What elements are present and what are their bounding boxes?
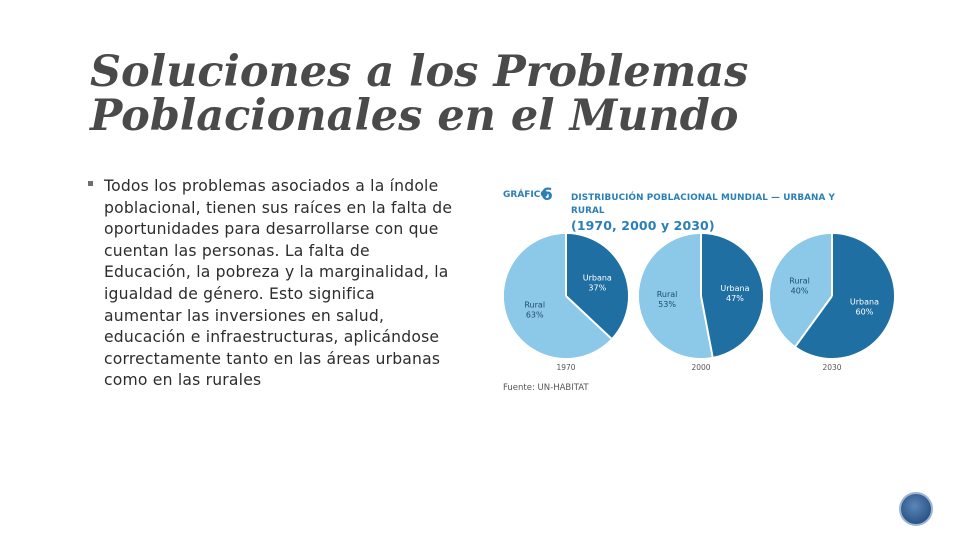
pie-year-label: 1970: [556, 363, 576, 372]
slice-value-label: 40%: [790, 286, 809, 296]
figure-title-line-2: (1970, 2000 y 2030): [571, 218, 715, 233]
slice-label: Urbana: [720, 283, 750, 293]
bullet-list: [88, 176, 456, 392]
figure-source: Fuente: UN-HABITAT: [503, 383, 589, 393]
bullet-marker: [88, 181, 93, 186]
slide-title: [90, 47, 850, 141]
bullet-paragraph: Todos los problemas asociados a la índole poblacional, tienen sus raíces en la falta de oportunidades para desarrollarse con que cuentan las personas. La falta de Educación, la pobreza y la marginalidad, la igualdad de género. Esto significa aumentar las inversiones en salud, educación e infraestructuras, aplicándose correctamente tanto en las áreas urbanas como en las rurales: [104, 177, 453, 390]
pie-charts: [497, 186, 877, 406]
slice-value-label: 53%: [658, 300, 676, 310]
figure-number: 6: [541, 185, 553, 205]
slice-value-label: 37%: [588, 283, 607, 293]
figure-tag: GRÁFICO: [503, 190, 549, 200]
slice-label: Rural: [656, 290, 678, 300]
slide-title-line-2: Poblacionales en el Mundo: [90, 91, 739, 141]
pie-year-label: 2030: [822, 363, 842, 372]
pie-2030: [770, 234, 894, 372]
slice-label: Urbana: [849, 297, 879, 307]
slice-label: Rural: [789, 276, 810, 286]
pie-year-label: 2000: [691, 363, 711, 372]
slice-value-label: 60%: [855, 307, 874, 317]
slice-value-label: 47%: [726, 293, 744, 303]
population-figure: [497, 186, 877, 406]
slice-label: Rural: [524, 300, 546, 310]
slice-label: Urbana: [582, 273, 612, 283]
figure-title-line-1: DISTRIBUCIÓN POBLACIONAL MUNDIAL — URBANA Y RURAL: [571, 193, 836, 216]
pie-1970: [504, 234, 628, 372]
pie-2000: [639, 234, 763, 372]
slice-value-label: 63%: [525, 310, 544, 320]
slide-title-line-1: Soluciones a los Problemas: [90, 47, 749, 97]
slide-nav-button[interactable]: [899, 492, 933, 526]
